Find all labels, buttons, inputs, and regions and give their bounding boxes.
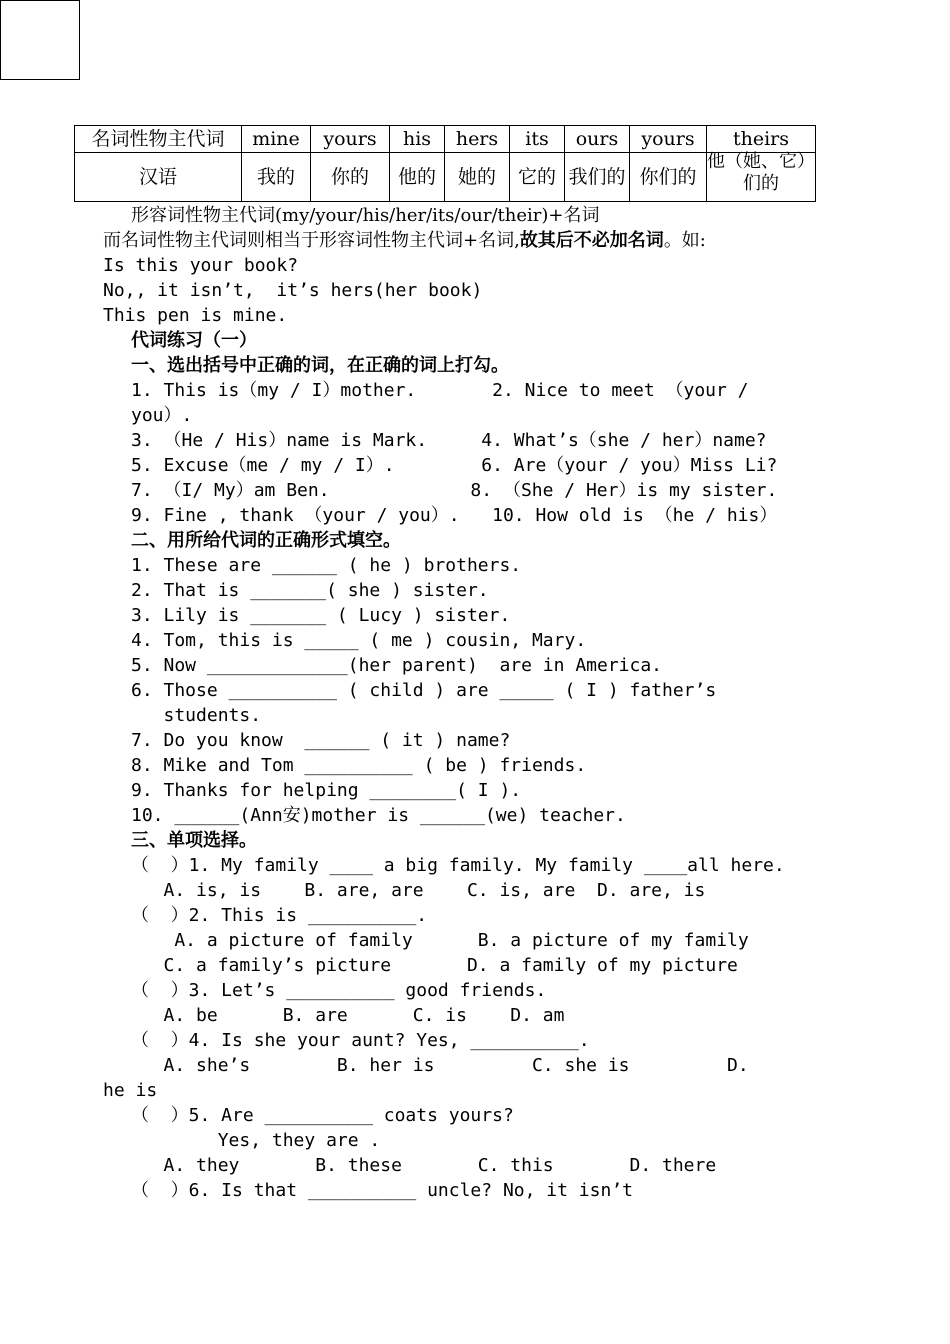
text-line — [131, 803, 626, 828]
text-line — [131, 578, 489, 603]
pronoun-table — [74, 125, 816, 202]
table-cell: 汉语 — [75, 153, 242, 202]
line-text: 5. Excuse（me / my / I）. 6. Are（your / you）Miss Li? — [131, 455, 778, 476]
line-text: No,, it isn’t, it’s hers(her book) — [103, 280, 483, 301]
text-line — [131, 353, 509, 378]
text-line — [131, 603, 510, 628]
line-text: 7. （I/ My）am Ben. 8. （She / Her）is my sister. — [131, 480, 778, 501]
table-row — [75, 153, 816, 202]
table-cell: yours — [630, 126, 707, 153]
line-text: 8. Mike and Tom __________ ( be ) friends. — [131, 755, 587, 776]
table-cell — [707, 153, 816, 202]
bold-text: 故其后不必加名词 — [519, 230, 664, 251]
text-line — [131, 1128, 380, 1153]
text-line — [131, 728, 510, 753]
text-line — [131, 1003, 564, 1028]
table-cell: yours — [311, 126, 390, 153]
line-text: 9. Thanks for helping ________( I ). — [131, 780, 522, 801]
line-text: Is this your book? — [103, 255, 299, 276]
line-text: 7. Do you know ______ ( it ) name? — [131, 730, 511, 751]
line-text: （ ）6. Is that __________ uncle? No, it isn’t — [131, 1180, 633, 1201]
line-text: C. a family’s picture D. a family of my picture — [131, 955, 738, 976]
line-text: 二、用所给代词的正确形式填空。 — [131, 530, 401, 551]
text-line — [131, 503, 777, 528]
text-line — [131, 1053, 749, 1078]
table-cell: 他的 — [390, 153, 445, 202]
cell-line: 们的 — [743, 173, 779, 194]
line-text: A. be B. are C. is D. am — [131, 1005, 565, 1026]
corner-box — [0, 0, 80, 80]
text-line — [131, 653, 662, 678]
text-line — [131, 1028, 590, 1053]
table-cell: mine — [242, 126, 311, 153]
text-line — [131, 378, 749, 403]
text-line — [103, 303, 287, 328]
line-text: 9. Fine , thank （your / you）. 10. How old is （he / his） — [131, 505, 778, 526]
line-text: 一、选出括号中正确的词，在正确的词上打勾。 — [131, 355, 509, 376]
text-line — [131, 753, 586, 778]
text-line — [131, 853, 785, 878]
line-text: （ ）5. Are __________ coats yours? — [131, 1105, 514, 1126]
line-text: （ ）3. Let’s __________ good friends. — [131, 980, 547, 1001]
table-cell: 我们的 — [565, 153, 630, 202]
text-line — [131, 1153, 716, 1178]
line-text: A. is, is B. are, are C. is, are D. are, is — [131, 880, 706, 901]
table-cell: 它的 — [510, 153, 565, 202]
text-line — [103, 228, 706, 253]
text-line — [103, 253, 298, 278]
table-cell: his — [390, 126, 445, 153]
line-text-tail: 。如: — [663, 230, 706, 251]
line-text: 6. Those __________ ( child ) are _____ ( I ) father’s — [131, 680, 717, 701]
line-text: 三、单项选择。 — [131, 830, 257, 851]
line-text: you）. — [131, 405, 193, 426]
line-text: （ ）1. My family ____ a big family. My family ____all here. — [131, 855, 785, 876]
table-cell: 你的 — [311, 153, 390, 202]
line-text: A. they B. these C. this D. there — [131, 1155, 717, 1176]
line-text: Yes, they are . — [131, 1130, 381, 1151]
text-line — [103, 1078, 157, 1103]
text-line — [131, 403, 192, 428]
line-text: This pen is mine. — [103, 305, 288, 326]
text-line — [131, 1103, 514, 1128]
text-line — [131, 553, 521, 578]
text-line — [131, 828, 257, 853]
cell-line: 他（她、它） — [707, 151, 815, 172]
line-text: students. — [131, 705, 262, 726]
line-text: 5. Now _____________(her parent) are in America. — [131, 655, 663, 676]
line-text: A. she’s B. her is C. she is D. — [131, 1055, 749, 1076]
text-line — [131, 953, 738, 978]
line-text: 1. This is（my / I）mother. 2. Nice to meet （your / — [131, 380, 749, 401]
text-line — [131, 328, 257, 353]
text-line — [131, 203, 600, 228]
table-cell: hers — [445, 126, 510, 153]
text-line — [131, 878, 705, 903]
table-cell: ours — [565, 126, 630, 153]
text-line — [131, 903, 427, 928]
text-line — [131, 1178, 633, 1203]
line-text: he is — [103, 1080, 158, 1101]
line-text: 而名词性物主代词则相当于形容词性物主代词+名词, — [103, 230, 520, 251]
line-text: 10. ______(Ann安)mother is ______(we) teacher. — [131, 805, 626, 826]
text-line — [131, 678, 716, 703]
line-text: 2. That is _______( she ) sister. — [131, 580, 489, 601]
text-line — [131, 453, 777, 478]
line-text: 1. These are ______ ( he ) brothers. — [131, 555, 522, 576]
text-line — [131, 703, 261, 728]
line-text: 形容词性物主代词(my/your/his/her/its/our/their)+名词 — [131, 205, 600, 226]
line-text: 4. Tom, this is _____ ( me ) cousin, Mary. — [131, 630, 587, 651]
line-text: 3. Lily is _______ ( Lucy ) sister. — [131, 605, 511, 626]
line-text: （ ）4. Is she your aunt? Yes, __________. — [131, 1030, 590, 1051]
line-text: （ ）2. This is __________. — [131, 905, 428, 926]
text-line — [131, 778, 521, 803]
text-line — [131, 478, 777, 503]
text-line — [131, 428, 767, 453]
table-cell: its — [510, 126, 565, 153]
table-row — [75, 126, 816, 153]
line-text: 3. （He / His）name is Mark. 4. What’s（she / her）name? — [131, 430, 767, 451]
line-text: 代词练习（一） — [131, 330, 257, 351]
text-line — [131, 928, 749, 953]
table-cell: 你们的 — [630, 153, 707, 202]
table-cell: 名词性物主代词 — [75, 126, 242, 153]
text-line — [131, 628, 586, 653]
table-cell: 她的 — [445, 153, 510, 202]
line-text: A. a picture of family B. a picture of my family — [131, 930, 749, 951]
text-line — [131, 528, 401, 553]
stacked-cell — [707, 151, 815, 195]
text-line — [103, 278, 482, 303]
table-cell: 我的 — [242, 153, 311, 202]
table-cell: theirs — [707, 126, 816, 153]
text-line — [131, 978, 546, 1003]
